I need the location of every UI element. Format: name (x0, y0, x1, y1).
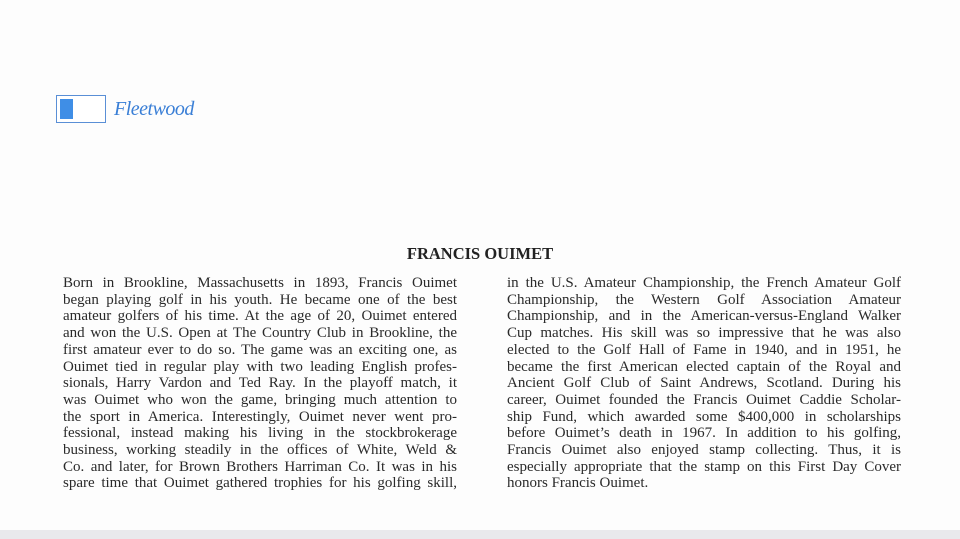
left-column (63, 275, 457, 492)
text-line: Born in Brookline, Massachusetts in 1893, Francis Ouimet (63, 275, 457, 291)
text-line: Co. and later, for Brown Brothers Harriman Co. It was in his (63, 458, 457, 475)
text-line: and won the U.S. Open at The Country Club in Brookline, the (63, 325, 457, 342)
text-line: Championship, and in the American-versus-England Walker (507, 308, 901, 325)
text-line: Francis Ouimet also enjoyed stamp collecting. Thus, it is (507, 442, 901, 459)
text-line: Ancient Golf Club of Saint Andrews, Scotland. During his (507, 375, 901, 392)
text-line: Championship, the Western Golf Association Amateur (507, 291, 901, 308)
scan-edge (0, 530, 960, 539)
text-line: became the first American elected captain of the Royal and (507, 358, 901, 375)
text-line: in the U.S. Amateur Championship, the French Amateur Golf (507, 275, 901, 291)
page-title: FRANCIS OUIMET (406, 244, 554, 263)
text-line: ship Fund, which awarded some $400,000 in scholarships (507, 408, 901, 425)
text-line: spare time that Ouimet gathered trophies for his golfing skill, (63, 475, 457, 492)
text-line: Cup matches. His skill was so impressive that he was also (507, 325, 901, 342)
text-line: amateur golfers of his time. At the age of 20, Ouimet entered (63, 308, 457, 325)
logo-fill (60, 99, 73, 119)
text-line: sionals, Harry Vardon and Ted Ray. In the playoff match, it (63, 375, 457, 392)
text-line: business, working steadily in the offices of White, Weld & (63, 442, 457, 459)
text-line: Ouimet tied in regular play with two leading English profes- (63, 358, 457, 375)
text-line: fessional, instead making his living in the stockbrokerage (63, 425, 457, 442)
fleetwood-logo (56, 95, 194, 123)
logo-text: Fleetwood (114, 97, 194, 120)
text-line: the sport in America. Interestingly, Ouimet never went pro- (63, 408, 457, 425)
text-line: elected to the Golf Hall of Fame in 1940, and in 1951, he (507, 341, 901, 358)
text-line: was Ouimet who won the game, bringing much attention to (63, 391, 457, 408)
text-line: before Ouimet’s death in 1967. In addition to his golfing, (507, 425, 901, 442)
text-line: honors Francis Ouimet. (507, 475, 649, 492)
text-line: especially appropriate that the stamp on this First Day Cover (507, 458, 901, 475)
right-column (507, 275, 901, 492)
text-line: career, Ouimet founded the Francis Ouimet Caddie Scholar- (507, 391, 901, 408)
logo-box-icon (56, 95, 106, 123)
text-line: began playing golf in his youth. He became one of the best (63, 291, 457, 308)
text-line: first amateur ever to do so. The game was an exciting one, as (63, 341, 457, 358)
